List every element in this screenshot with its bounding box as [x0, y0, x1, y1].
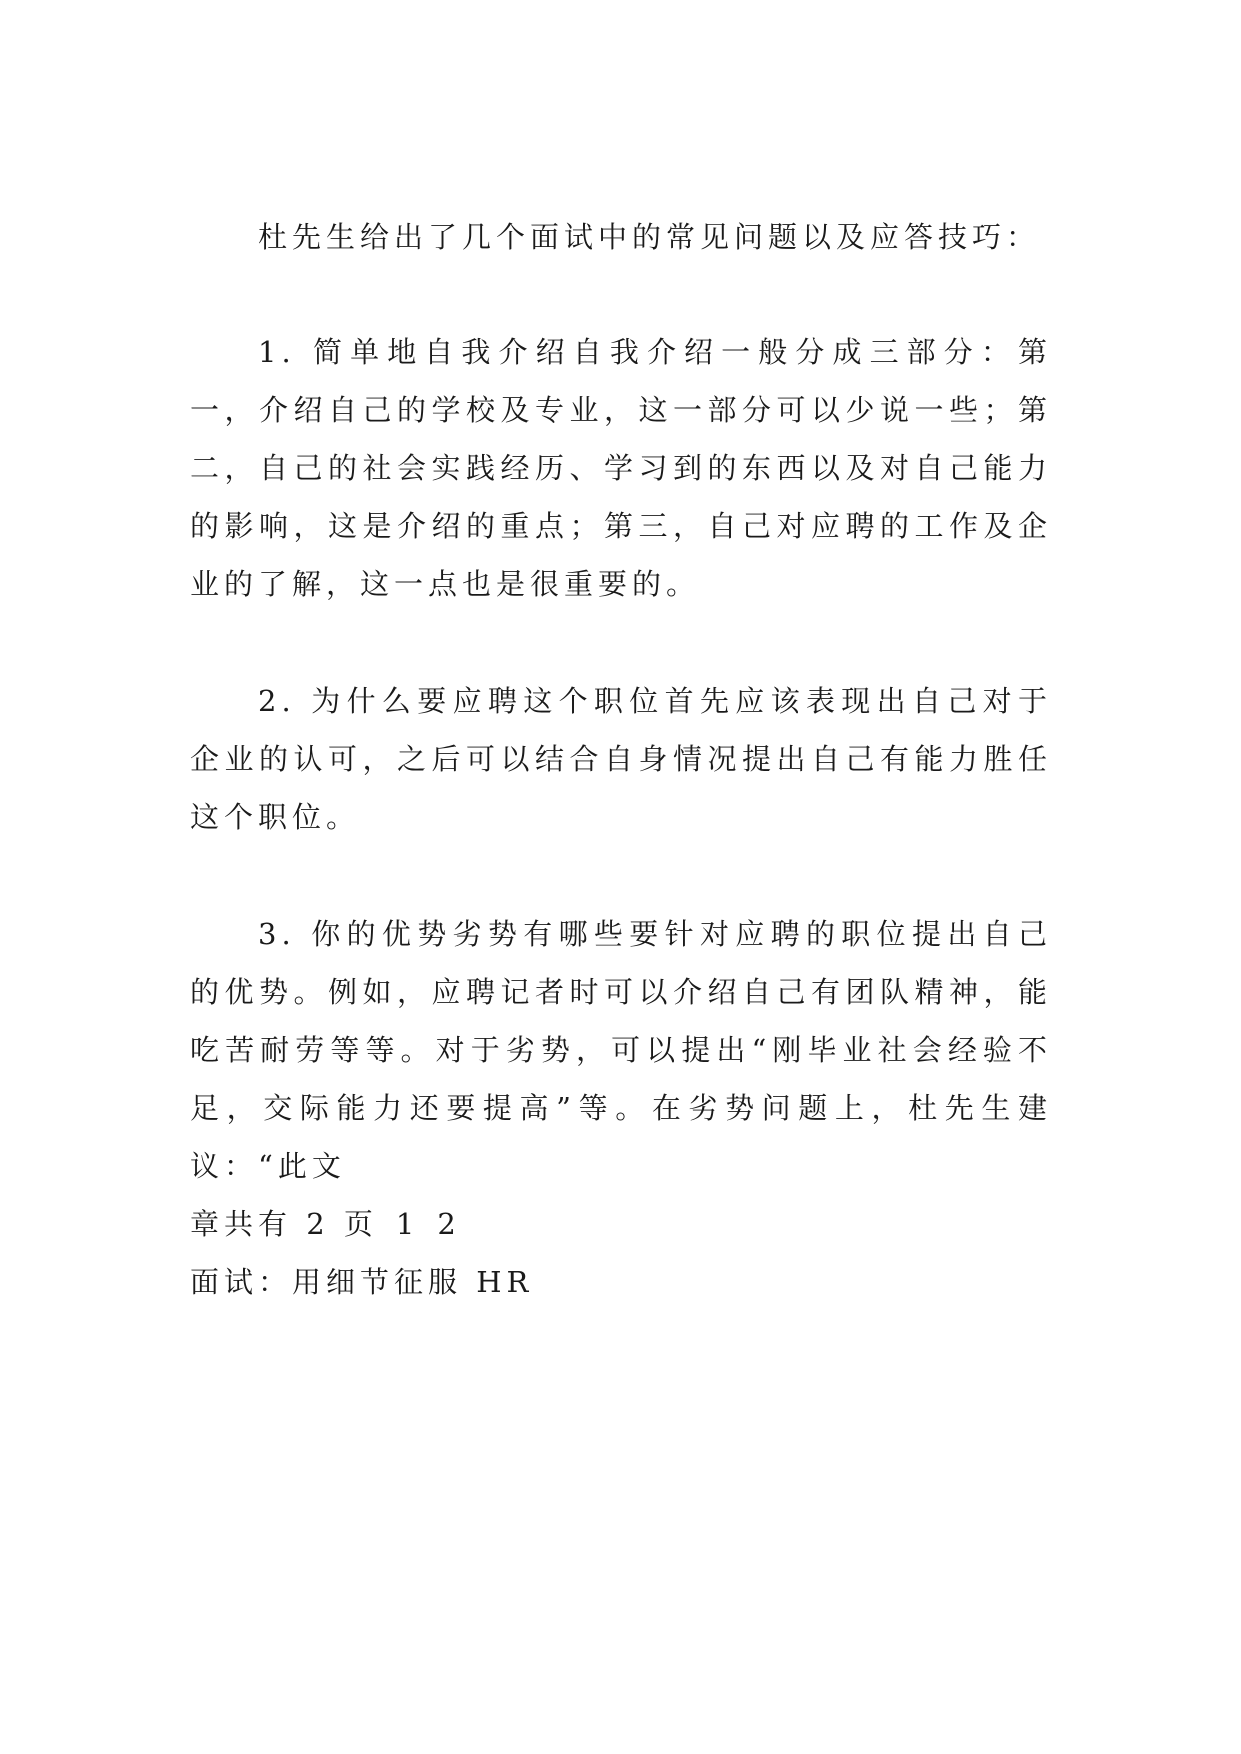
page-link-2[interactable]: 2: [437, 1207, 461, 1241]
question-3-paragraph: 3. 你的优势劣势有哪些要针对应聘的职位提出自己的优势。例如，应聘记者时可以介绍自己有团队精神，能吃苦耐劳等等。对于劣势，可以提出“刚毕业社会经验不足，交际能力还要提高”等。在劣势问题上，杜先生建议：“此文: [190, 917, 1052, 1183]
question-2-paragraph: 2. 为什么要应聘这个职位首先应该表现出自己对于企业的认可，之后可以结合自身情况提出自己有能力胜任这个职位。: [190, 684, 1052, 834]
pagination: [190, 1195, 1052, 1253]
pagination-label: 章共有 2 页: [190, 1207, 378, 1241]
question-1-paragraph: 1. 简单地自我介绍自我介绍一般分成三部分：第一，介绍自己的学校及专业，这一部分可以少说一些；第二，自己的社会实践经历、学习到的东西以及对自己能力的影响，这是介绍的重点；第三，自己对应聘的工作及企业的了解，这一点也是很重要的。: [190, 335, 1052, 601]
page-link-1[interactable]: 1: [395, 1207, 420, 1241]
document-body: [190, 208, 1052, 1311]
related-article-title: 面试：用细节征服 HR: [190, 1265, 534, 1299]
intro-paragraph: 杜先生给出了几个面试中的常见问题以及应答技巧：: [258, 220, 1041, 254]
